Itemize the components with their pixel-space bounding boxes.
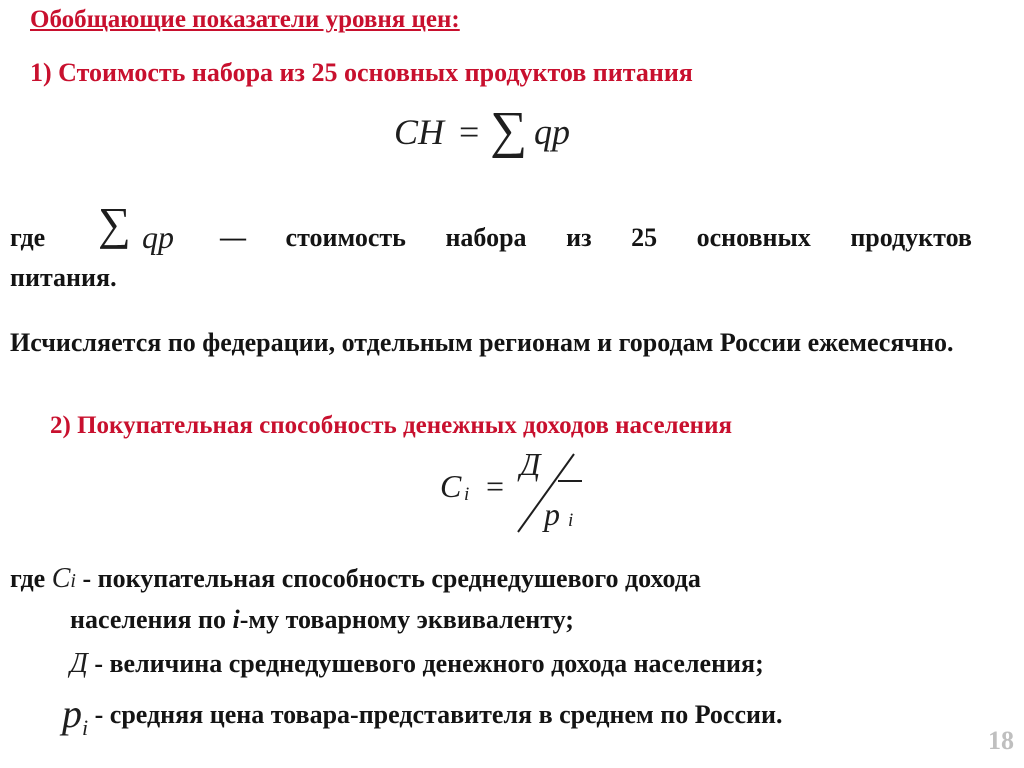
symbol-c: C — [51, 563, 71, 594]
where-word: где — [10, 564, 52, 593]
formula2-c-subscript: i — [464, 484, 470, 505]
where1-line-2: питания. — [10, 263, 117, 292]
sum-symbol: ∑ — [490, 102, 528, 159]
definition-ci-text-3: -му товарному эквиваленту; — [239, 605, 574, 634]
page-number: 18 — [988, 726, 1014, 755]
formula1-lhs: CH — [394, 112, 445, 152]
definition-pi-text: - средняя цена товара-представителя в среднем по России. — [88, 700, 783, 729]
symbol-p-subscript: i — [82, 715, 89, 740]
formula2-equals: = — [486, 468, 505, 504]
paragraph-calculation: Исчисляется по федерации, отдельным регионам и городам России ежемесячно. — [10, 328, 954, 357]
desc-word: основных — [696, 223, 811, 252]
item-2-heading: 2) Покупательная способность денежных доходов населения — [50, 412, 733, 439]
formula1-equals: = — [459, 112, 480, 152]
definition-ci-text: - покупательная способность среднедушевого дохода — [75, 564, 701, 593]
desc-word: 25 — [631, 223, 658, 252]
desc-word: набора — [445, 223, 527, 252]
formula1-rhs: qp — [534, 112, 570, 152]
formula2-numerator: Д — [520, 446, 541, 482]
fraction-bar — [558, 480, 582, 482]
formula2-denominator: p — [544, 496, 560, 532]
sum-symbol: ∑ — [98, 198, 131, 249]
definition-d — [70, 648, 764, 680]
desc-word: — — [220, 223, 246, 252]
qp-term: qp — [142, 219, 174, 255]
where-word: где — [10, 223, 46, 252]
desc-word: продуктов — [850, 223, 972, 252]
desc-word: из — [566, 223, 592, 252]
formula-purchasing-power — [440, 446, 600, 536]
definition-pi — [62, 690, 782, 741]
where1-description — [220, 218, 972, 258]
item-1-heading: 1) Стоимость набора из 25 основных продуктов питания — [30, 58, 693, 87]
definition-ci — [10, 563, 701, 595]
slide-title: Обобщающие показатели уровня цен: — [30, 6, 460, 33]
formula2-c: C — [440, 468, 462, 504]
definition-d-text: - величина среднедушевого денежного дохода населения; — [87, 649, 764, 678]
symbol-d: Д — [70, 648, 88, 679]
formula-cost-of-basket — [394, 103, 594, 163]
symbol-p: p — [62, 691, 82, 736]
formula2-denominator-subscript: i — [568, 510, 574, 531]
desc-word: стоимость — [285, 223, 406, 252]
definition-ci-continued — [70, 605, 574, 635]
index-i: i — [232, 605, 240, 634]
symbol-c-subscript: i — [70, 570, 76, 592]
definition-ci-text-2: населения по — [70, 605, 233, 634]
